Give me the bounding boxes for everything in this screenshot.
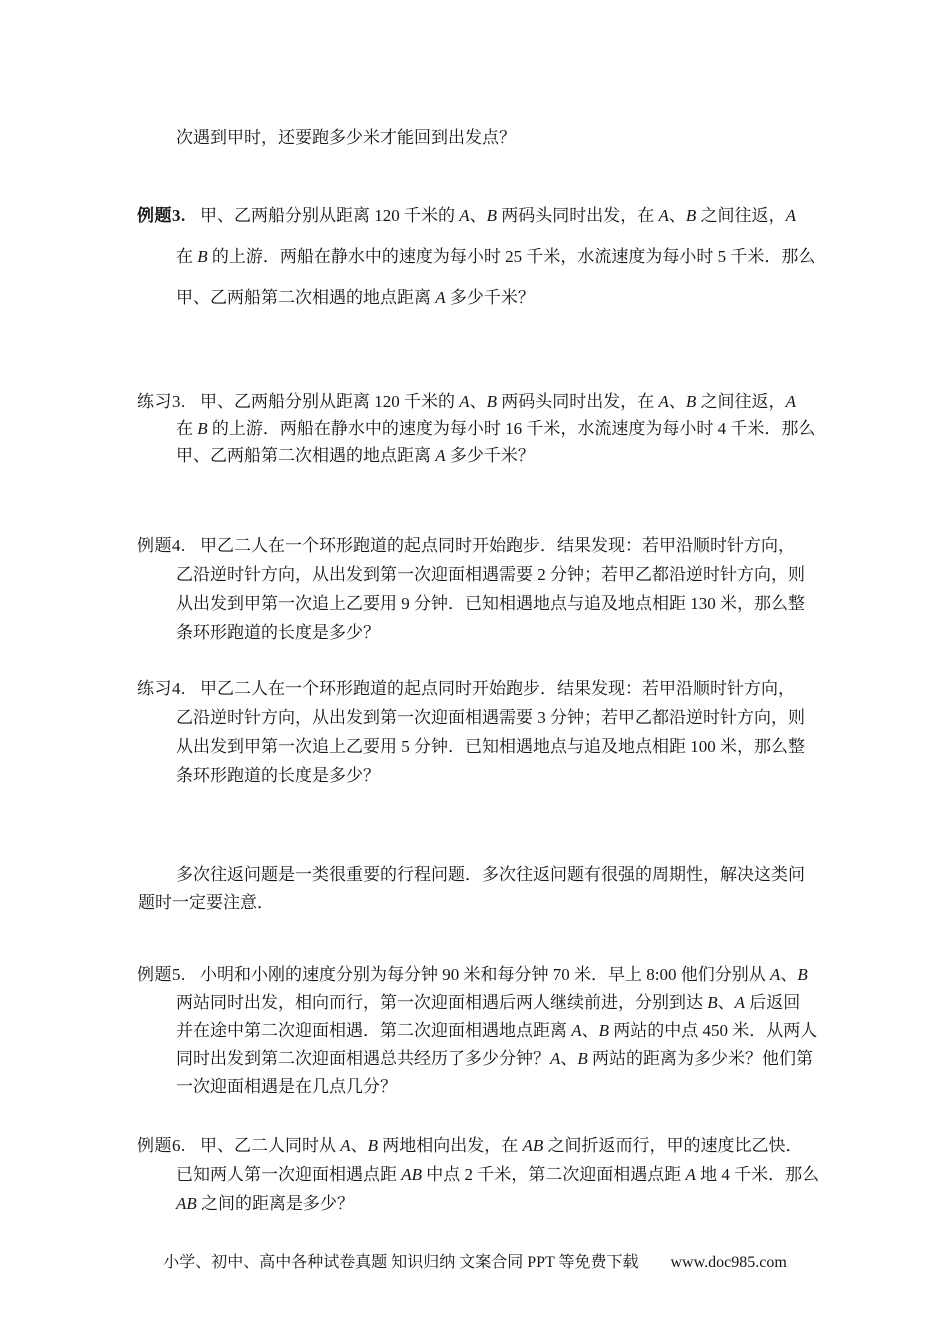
problem-text-practice-4: [137, 674, 877, 790]
problem-label-practice-3: 练习3.: [137, 392, 186, 411]
text-line: 乙沿逆时针方向，从出发到第一次迎面相遇需要 2 分钟；若甲乙都沿逆时针方向，则: [176, 565, 805, 584]
problem-example-5: [137, 961, 877, 1101]
summary-note-paragraph: [138, 861, 878, 917]
problem-example-3: [137, 195, 877, 318]
text-line: 小明和小刚的速度分别为每分钟 90 米和每分钟 70 米．早上 8:00 他们分别从 A、B: [200, 965, 808, 984]
page-footer: 小学、初中、高中各种试卷真题 知识归纳 文案合同 PPT 等免费下载 www.doc985.com: [163, 1254, 787, 1271]
text-line: AB 之间的距离是多少？: [176, 1194, 355, 1213]
problem-label-example-5: 例题5.: [137, 965, 186, 984]
text-line: 甲、乙两船分别从距离 120 千米的 A、B 两码头同时出发，在 A、B 之间往返，A: [200, 392, 796, 411]
problem-text-example-6: [137, 1131, 877, 1218]
problem-label-example-4: 例题4.: [137, 536, 186, 555]
text-line: 多次往返问题是一类很重要的行程问题．多次往返问题有很强的周期性，解决这类问: [176, 865, 805, 884]
text-line: 两站同时出发，相向而行，第一次迎面相遇后两人继续前进，分别到达 B、A 后返回: [176, 993, 801, 1012]
text-line: 甲、乙两船第二次相遇的地点距离 A 多少千米？: [176, 288, 535, 307]
problem-practice-4: [137, 674, 877, 790]
text-line: 乙沿逆时针方向，从出发到第一次迎面相遇需要 3 分钟；若甲乙都沿逆时针方向，则: [176, 708, 805, 727]
text-line: 甲乙二人在一个环形跑道的起点同时开始跑步．结果发现：若甲沿顺时针方向，: [200, 679, 795, 698]
text-line: 已知两人第一次迎面相遇点距 AB 中点 2 千米，第二次迎面相遇点距 A 地 4 千米．那么: [176, 1165, 820, 1184]
text-line: 在 B 的上游．两船在静水中的速度为每小时 25 千米，水流速度为每小时 5 千米．那么: [176, 247, 816, 266]
text-line: 甲、乙两船第二次相遇的地点距离 A 多少千米？: [176, 446, 535, 465]
problem-text-example-4: [137, 531, 877, 647]
problem-text-practice-3: [137, 388, 877, 469]
text-line: 条环形跑道的长度是多少？: [176, 766, 380, 785]
text-line: 在 B 的上游．两船在静水中的速度为每小时 16 千米，水流速度为每小时 4 千米．那么: [176, 419, 816, 438]
problem-text-example-3: [137, 195, 877, 318]
text-line: 从出发到甲第一次追上乙要用 9 分钟．已知相遇地点与追及地点相距 130 米，那么整: [176, 594, 805, 613]
text-line: 甲、乙二人同时从 A、B 两地相向出发，在 AB 之间折返而行，甲的速度比乙快．: [200, 1136, 803, 1155]
text-line: 同时出发到第二次迎面相遇总共经历了多少分钟？A、B 两站的距离为多少米？他们第: [176, 1049, 814, 1068]
problem-practice-3: [137, 388, 877, 469]
problem-text-example-5: [137, 961, 877, 1101]
carryover-question-line: 次遇到甲时，还要跑多少米才能回到出发点？: [176, 128, 516, 147]
text-line: 甲、乙两船分别从距离 120 千米的 A、B 两码头同时出发，在 A、B 之间往返，A: [200, 206, 796, 225]
text-line: 甲乙二人在一个环形跑道的起点同时开始跑步．结果发现：若甲沿顺时针方向，: [200, 536, 795, 555]
text-line: 题时一定要注意．: [138, 893, 274, 912]
problem-label-example-3: 例题3.: [137, 206, 186, 225]
problem-label-example-6: 例题6.: [137, 1136, 186, 1155]
problem-label-practice-4: 练习4.: [137, 679, 186, 698]
problem-example-6: [137, 1131, 877, 1218]
problem-example-4: [137, 531, 877, 647]
text-line: 一次迎面相遇是在几点几分？: [176, 1077, 397, 1096]
text-line: 条环形跑道的长度是多少？: [176, 623, 380, 642]
text-line: 并在途中第二次迎面相遇．第二次迎面相遇地点距离 A、B 两站的中点 450 米．从两人: [176, 1021, 818, 1040]
text-line: 从出发到甲第一次追上乙要用 5 分钟．已知相遇地点与追及地点相距 100 米，那么整: [176, 737, 805, 756]
